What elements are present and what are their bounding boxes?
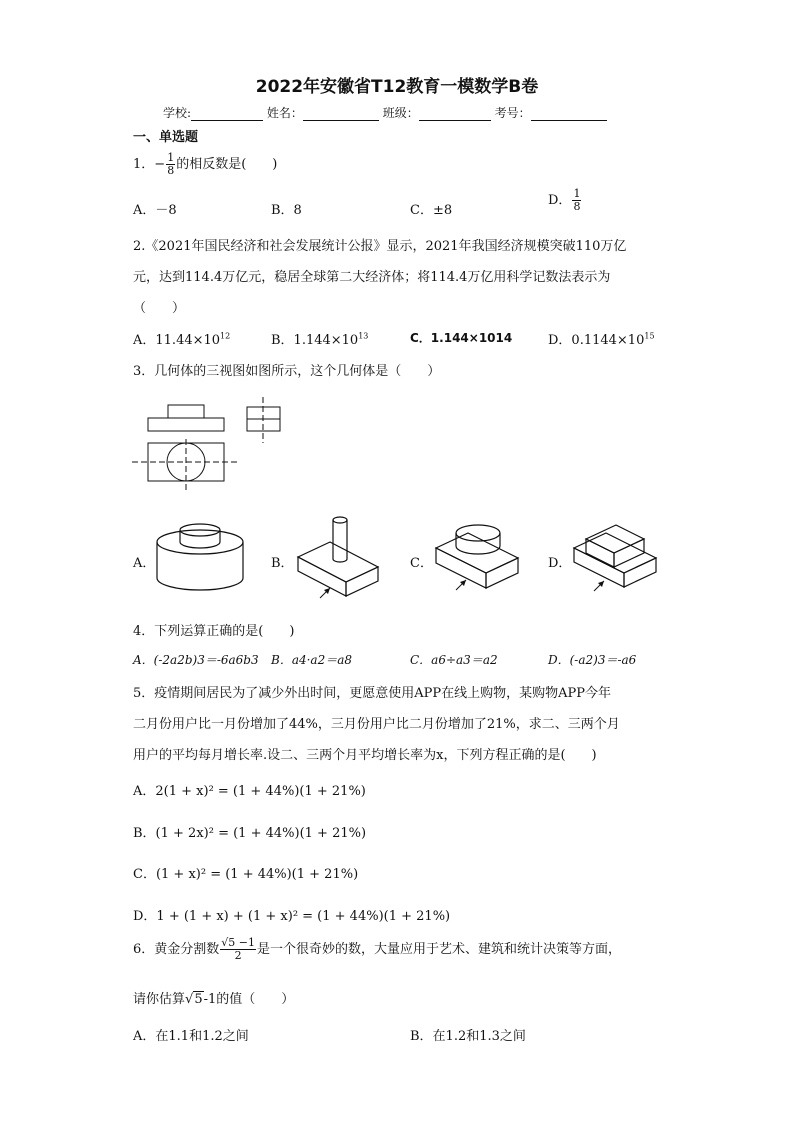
d-box-top bbox=[586, 525, 644, 553]
q5-stem-line2: 二月份用户比一月份增加了44%，三月份用户比二月份增加了21%，求二、三两个月 bbox=[133, 717, 620, 732]
q2-b-base: B．1.144×10 bbox=[271, 333, 359, 348]
a-base-bottom-arc bbox=[157, 578, 243, 590]
sqrt-icon: √ bbox=[185, 992, 194, 1007]
name-blank[interactable] bbox=[303, 107, 379, 121]
student-info-line bbox=[163, 104, 607, 121]
q2-d-exponent: 15 bbox=[644, 331, 655, 341]
q1-option-a[interactable]: A．－8 bbox=[133, 203, 177, 218]
q3-option-b-label[interactable]: B． bbox=[271, 556, 294, 571]
q5-option-c[interactable]: C．(1 + x)² = (1 + 44%)(1 + 21%) bbox=[133, 867, 359, 882]
q3-option-d-figure[interactable] bbox=[568, 515, 668, 600]
front-view-top-block bbox=[168, 405, 204, 418]
school-label: 学校: bbox=[163, 106, 192, 120]
class-blank[interactable] bbox=[419, 107, 491, 121]
q6-stem-line2 bbox=[133, 988, 294, 1007]
q6-stem-line1 bbox=[133, 937, 621, 962]
q4-option-d[interactable]: D．(-a2)3＝-a6 bbox=[548, 653, 637, 667]
page-title: 2022年安徽省T12教育一模数学B卷 bbox=[255, 77, 539, 97]
q3-option-c-label[interactable]: C． bbox=[410, 556, 433, 571]
q1-number: 1． bbox=[133, 157, 155, 172]
q1-d-numerator: 1 bbox=[573, 187, 581, 200]
q1-frac-denominator: 8 bbox=[167, 164, 175, 177]
d-box-front bbox=[586, 539, 614, 567]
q3-option-d-label[interactable]: D． bbox=[548, 556, 572, 571]
c-slab-side bbox=[486, 558, 518, 588]
q4-option-a[interactable]: A．(-2a2b)3＝-6a6b3 bbox=[133, 653, 259, 667]
q6-prefix: 6．黄金分割数 bbox=[133, 942, 220, 957]
q6-line2-prefix: 请你估算 bbox=[133, 992, 186, 1007]
q2-d-base: D．0.1144×10 bbox=[548, 333, 645, 348]
q2-stem-line3: （ ） bbox=[133, 301, 186, 316]
q2-option-d[interactable] bbox=[548, 329, 655, 348]
q3-stem: 3．几何体的三视图如图所示，这个几何体是（ ） bbox=[133, 364, 441, 379]
q2-a-base: A．11.44×10 bbox=[133, 333, 221, 348]
front-view-base bbox=[148, 418, 224, 431]
q6-line2-suffix: -1的值（ ） bbox=[203, 992, 295, 1007]
q3-option-c-figure[interactable] bbox=[430, 518, 530, 598]
q5-stem-line3: 用户的平均每月增长率.设二、三两个月平均增长率为x，下列方程正确的是( ) bbox=[133, 748, 597, 763]
b-slab-front bbox=[298, 557, 346, 596]
a-base-top-ellipse bbox=[157, 530, 243, 554]
q3-option-a-label[interactable]: A． bbox=[133, 556, 156, 571]
q5-stem-line1: 5．疫情期间居民为了减少外出时间，更愿意使用APP在线上购物，某购物APP今年 bbox=[133, 686, 612, 701]
q2-stem-line2: 元，达到114.4万亿元，稳居全球第二大经济体；将114.4万亿用科学记数法表示为 bbox=[133, 270, 611, 285]
class-label: 班级： bbox=[382, 106, 419, 120]
q5-option-b[interactable]: B．(1 + 2x)² = (1 + 44%)(1 + 21%) bbox=[133, 826, 367, 841]
d-slab-side bbox=[624, 558, 656, 587]
c-slab-top bbox=[436, 533, 518, 573]
q1-frac-numerator: 1 bbox=[167, 151, 175, 164]
d-box-side bbox=[614, 539, 644, 567]
question-1-stem bbox=[133, 152, 277, 177]
q6-frac-denominator: 2 bbox=[234, 949, 242, 962]
q6-frac-numerator: √5 −1 bbox=[221, 936, 256, 949]
b-slab-side bbox=[346, 567, 378, 596]
q2-option-a[interactable] bbox=[133, 329, 230, 348]
q6-suffix: 是一个很奇妙的数，大量应用于艺术、建筑和统计决策等方面， bbox=[257, 942, 622, 957]
q1-neg-sign: − bbox=[154, 157, 166, 172]
q6-option-a[interactable]: A．在1.1和1.2之间 bbox=[133, 1029, 249, 1044]
q5-option-d[interactable]: D．1 + (1 + x) + (1 + x)² = (1 + 44%)(1 + 21%) bbox=[133, 909, 451, 924]
q5-option-a[interactable]: A．2(1 + x)² = (1 + 44%)(1 + 21%) bbox=[133, 784, 366, 799]
b-cylinder-top bbox=[333, 517, 347, 523]
q1-option-d-label: D． bbox=[548, 193, 572, 208]
q1-option-d-fraction bbox=[572, 188, 581, 213]
q3-option-a-figure[interactable] bbox=[150, 520, 250, 595]
q4-stem: 4．下列运算正确的是( ) bbox=[133, 624, 295, 639]
q2-b-exponent: 13 bbox=[358, 331, 369, 341]
q3-option-b-figure[interactable] bbox=[290, 512, 390, 607]
section-heading: 一、单选题 bbox=[133, 130, 199, 145]
q1-option-b[interactable]: B．8 bbox=[271, 203, 302, 218]
d-slab-front bbox=[574, 548, 624, 587]
q1-option-c[interactable]: C．±8 bbox=[410, 203, 453, 218]
side-view-figure bbox=[240, 395, 290, 465]
a-top-bottom-arc bbox=[180, 542, 220, 548]
q2-option-b[interactable] bbox=[271, 329, 368, 348]
q6-golden-fraction bbox=[220, 937, 256, 962]
q1-d-denominator: 8 bbox=[573, 200, 581, 213]
q1-option-d[interactable] bbox=[548, 188, 582, 213]
q1-fraction bbox=[166, 152, 175, 177]
exam-no-blank[interactable] bbox=[531, 107, 607, 121]
q4-option-c[interactable]: C．a6÷a3＝a2 bbox=[410, 653, 498, 667]
school-blank[interactable] bbox=[191, 107, 263, 121]
q2-option-c[interactable]: C．1.144×1014 bbox=[410, 331, 513, 345]
name-label: 姓名： bbox=[266, 106, 303, 120]
q1-stem-text: 的相反数是( ) bbox=[176, 157, 278, 172]
q2-stem-line1: 2.《2021年国民经济和社会发展统计公报》显示，2021年我国经济规模突破110万亿 bbox=[133, 239, 627, 254]
q6-radicand: 5 bbox=[194, 992, 203, 1007]
q6-option-b[interactable]: B．在1.2和1.3之间 bbox=[410, 1029, 526, 1044]
q4-option-b[interactable]: B．a4·a2＝a8 bbox=[271, 653, 353, 667]
exam-no-label: 考号： bbox=[494, 106, 531, 120]
q2-a-exponent: 12 bbox=[220, 331, 231, 341]
